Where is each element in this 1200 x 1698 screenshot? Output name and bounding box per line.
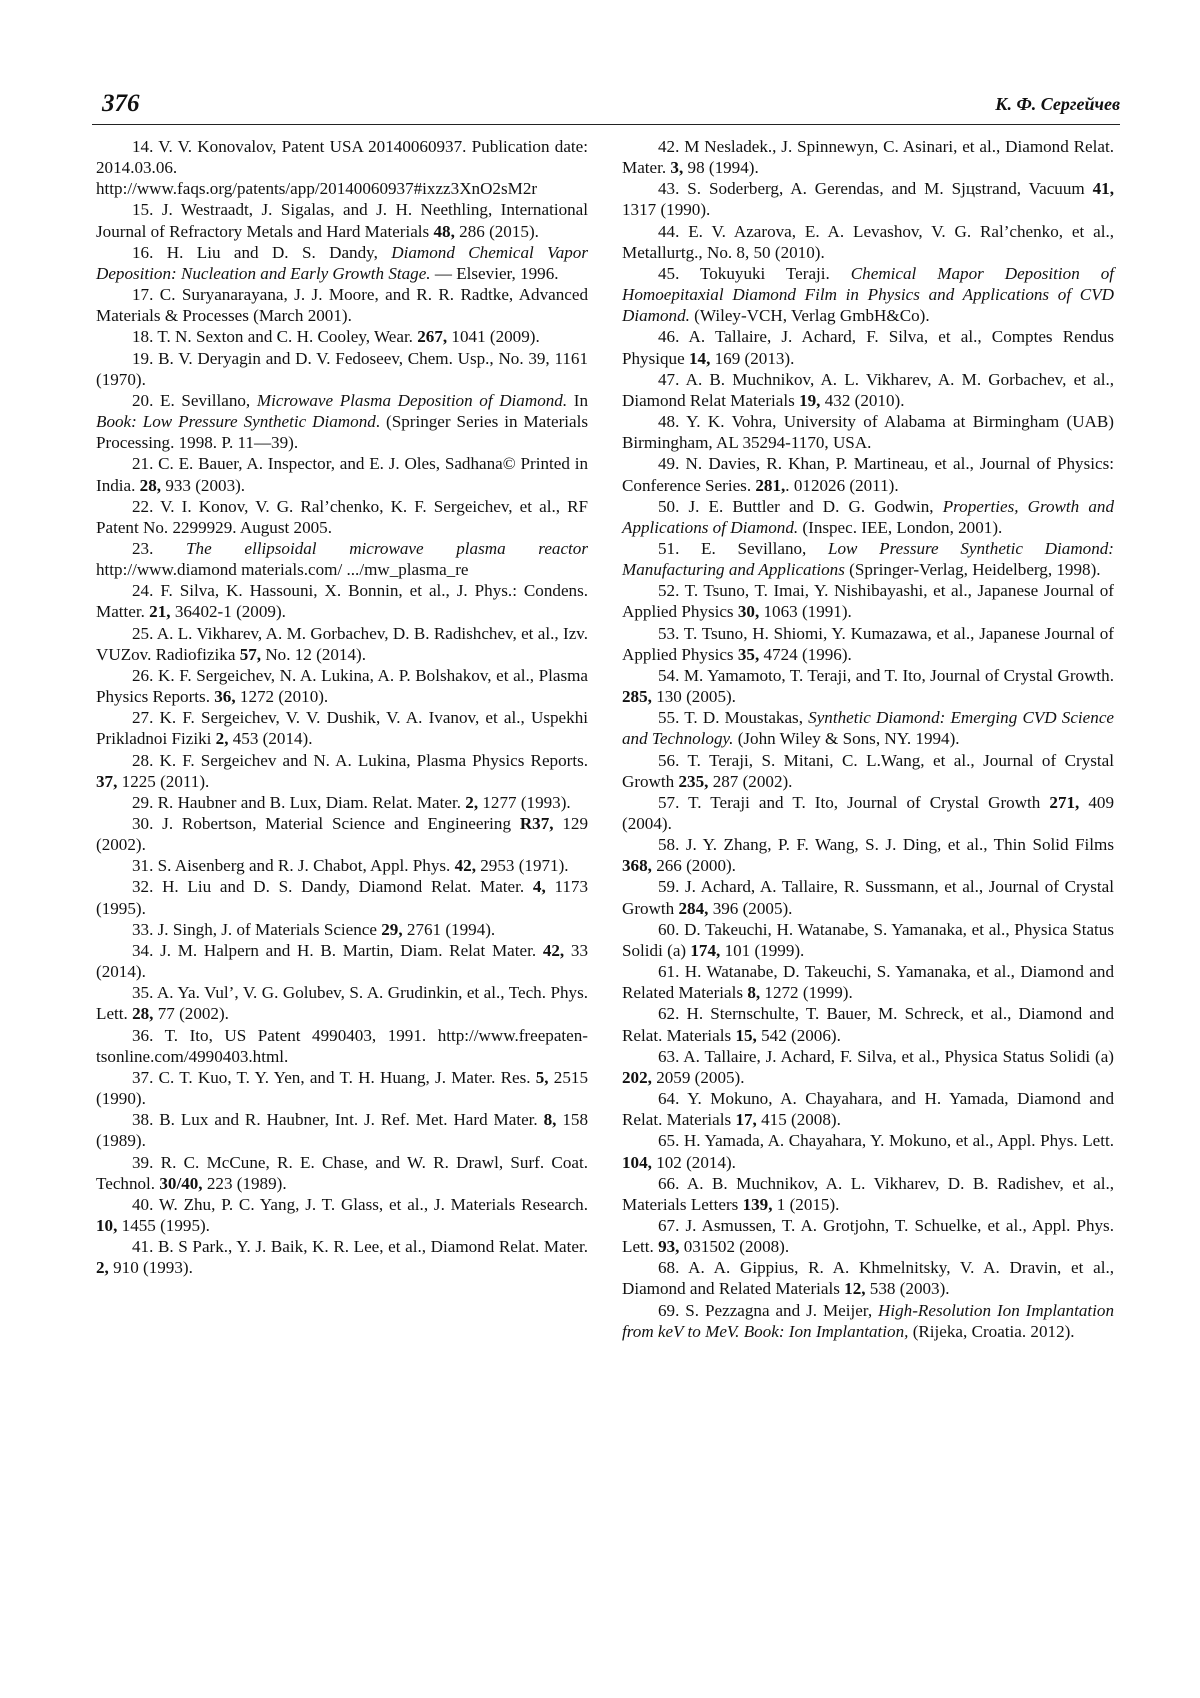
reference-text: 49. N. Davies, R. Khan, P. Martineau, et al., Journal of Physics: Conference Series. [622, 454, 1114, 495]
page-number: 376 [102, 90, 140, 117]
reference-ref-29 [96, 792, 588, 813]
reference-text: 30, [737, 602, 760, 622]
reference-text: Chemical Mapor Deposition of Homoepitaxial Diamond Film in Physics and Applications of CVD Diamond. [622, 263, 1114, 326]
reference-text: 29, [381, 919, 403, 939]
reference-text: 17. C. Suryanarayana, J. J. Moore, and R. R. Radtke, Advanced Materials & Processes (March 2001). [96, 285, 588, 326]
reference-text: 58. J. Y. Zhang, P. F. Wang, S. J. Ding, et al., Thin Solid Films [658, 835, 1114, 855]
reference-text: 40. W. Zhu, P. C. Yang, J. T. Glass, et al., J. Materials Research. [132, 1194, 588, 1214]
reference-text: 14. V. V. Konovalov, Patent USA 20140060937. Publication date: 2014.03.06. http://www.faqs.org/patents/app/20140060937#ixzz3XnO2sM2r [96, 137, 588, 199]
reference-text: 19, [799, 390, 821, 410]
reference-text: 1317 (1990). [622, 200, 711, 220]
reference-text: 285, [622, 687, 652, 707]
reference-ref-15 [96, 199, 588, 241]
reference-text: 55. T. D. Moustakas, [658, 708, 809, 728]
reference-text: In [567, 390, 588, 410]
reference-text: (Rijeka, Croatia. 2012). [908, 1321, 1075, 1341]
reference-ref-27 [96, 707, 588, 749]
reference-ref-58 [622, 834, 1114, 876]
reference-text: (Springer-Verlag, Heidelberg, 1998). [844, 560, 1101, 580]
reference-text: 538 (2003). [865, 1279, 950, 1299]
reference-ref-25 [96, 623, 588, 665]
reference-text: 10, [96, 1215, 118, 1235]
reference-text: Low Pressure Synthetic Diamond: Manufacturing and Applications [622, 538, 1114, 580]
reference-text: 2761 (1994). [402, 919, 496, 939]
reference-ref-21 [96, 453, 588, 495]
reference-text: 63. A. Tallaire, J. Achard, F. Silva, et al., Physica Status Solidi (a) [658, 1046, 1114, 1066]
reference-text: 5, [535, 1067, 549, 1087]
reference-text: 48. Y. K. Vohra, University of Alabama at Birmingham (UAB) Birmingham, AL 35294-1170, USA. [622, 412, 1114, 453]
reference-text: 50. J. E. Buttler and D. G. Godwin, [658, 496, 943, 516]
reference-text: 23. [132, 538, 187, 558]
reference-text: 31. S. Aisenberg and R. J. Chabot, Appl. Phys. [132, 856, 455, 876]
reference-ref-50 [622, 496, 1114, 538]
reference-text: 396 (2005). [708, 898, 793, 918]
reference-text: 67. J. Asmussen, T. A. Grotjohn, T. Schuelke, et al., Appl. Phys. Lett. [622, 1215, 1114, 1257]
header-rule [92, 124, 1120, 125]
reference-text: High-Resolution Ion Implantation from keV to MeV. Book: Ion Implantation, [622, 1300, 1114, 1341]
reference-text: Book: Low Pressure Synthetic Diamond [96, 412, 376, 432]
reference-text: 46. A. Tallaire, J. Achard, F. Silva, et al., Comptes Rendus Physique [622, 327, 1114, 368]
reference-text: 36, [214, 687, 236, 707]
reference-text: 2953 (1971). [475, 856, 569, 876]
reference-ref-23 [96, 538, 588, 580]
reference-ref-28 [96, 750, 588, 792]
reference-text: 59. J. Achard, A. Tallaire, R. Sussmann, et al., Journal of Crystal Growth [622, 877, 1114, 918]
reference-text: 24. F. Silva, K. Hassouni, X. Bonnin, et al., J. Phys.: Condens. Matter. [96, 581, 588, 622]
reference-text: 415 (2008). [756, 1110, 841, 1130]
reference-text: 28, [132, 1004, 154, 1024]
reference-ref-59 [622, 876, 1114, 918]
reference-text: 3, [670, 158, 684, 178]
reference-text: 30. J. Robertson, Material Science and Engineering [132, 814, 520, 833]
reference-text: (John Wiley & Sons, NY. 1994). [733, 729, 960, 749]
reference-text: 1277 (1993). [478, 792, 571, 812]
reference-text: 202, [622, 1067, 652, 1087]
reference-text: 2059 (2005). [651, 1067, 745, 1087]
reference-text: 35, [737, 644, 760, 664]
reference-text: 61. H. Watanabe, D. Takeuchi, S. Yamanaka, et al., Diamond and Related Materials [622, 962, 1114, 1003]
reference-text: 35. A. Ya. Vul’, V. G. Golubev, S. A. Grudinkin, et al., Tech. Phys. Lett. [96, 983, 588, 1024]
reference-text: 44. E. V. Azarova, E. A. Levashov, V. G. Ral’chenko, et al., Metallurtg., No. 8, 50 (2010). [622, 221, 1114, 262]
reference-ref-64 [622, 1088, 1114, 1130]
reference-text: 235, [678, 771, 709, 791]
reference-text: 266 (2000). [651, 856, 736, 876]
reference-text: 28. K. F. Sergeichev and N. A. Lukina, Plasma Physics Reports. [132, 750, 588, 770]
reference-text: 41. B. S Park., Y. J. Baik, K. R. Lee, et al., Diamond Relat. Mater. [132, 1237, 588, 1257]
reference-ref-32 [96, 876, 588, 918]
reference-ref-55 [622, 707, 1114, 749]
reference-ref-60 [622, 919, 1114, 961]
reference-text: 38. B. Lux and R. Haubner, Int. J. Ref. Met. Hard Mater. [132, 1110, 544, 1130]
reference-text: 21, [149, 602, 171, 622]
reference-text: R37, [519, 814, 554, 833]
reference-text: 158 (1989). [96, 1110, 588, 1151]
reference-ref-16 [96, 242, 588, 284]
reference-ref-52 [622, 580, 1114, 622]
reference-text: 17, [735, 1110, 757, 1130]
reference-ref-66 [622, 1173, 1114, 1215]
reference-ref-31 [96, 855, 588, 876]
reference-ref-46 [622, 326, 1114, 368]
reference-ref-44 [622, 221, 1114, 263]
reference-text: 284, [678, 898, 709, 918]
reference-text: 21. C. E. Bauer, A. Inspector, and E. J. Oles, Sadhana© Printed in India. [96, 454, 588, 495]
reference-text: 98 (1994). [683, 158, 759, 178]
reference-ref-33 [96, 919, 588, 940]
reference-text: 18. T. N. Sexton and C. H. Cooley, Wear. [132, 327, 418, 347]
reference-text: 271, [1049, 792, 1080, 812]
reference-text: 77 (2002). [153, 1004, 229, 1024]
reference-text: . 012026 (2011). [785, 475, 899, 495]
reference-text: 37, [96, 771, 118, 791]
reference-text: 51. E. Sevillano, [658, 538, 828, 558]
reference-text: 42. M Nesladek., J. Spinnewyn, C. Asinari, et al., Diamond Relat. Mater. [622, 137, 1114, 178]
reference-ref-40 [96, 1194, 588, 1236]
references-left-column [96, 136, 588, 1278]
reference-text: 93, [658, 1237, 680, 1257]
reference-ref-49 [622, 453, 1114, 495]
reference-text: 54. M. Yamamoto, T. Teraji, and T. Ito, Journal of Crystal Growth. [658, 665, 1114, 685]
reference-text: 30/40, [159, 1173, 203, 1193]
reference-text: 65. H. Yamada, A. Chayahara, Y. Mokuno, et al., Appl. Phys. Lett. [658, 1131, 1114, 1151]
reference-text: 2515 (1990). [96, 1067, 588, 1109]
reference-text: 130 (2005). [651, 687, 736, 707]
reference-text: 1 (2015). [772, 1194, 840, 1214]
page-header [92, 84, 1120, 122]
reference-ref-45 [622, 263, 1114, 326]
reference-text: 15. J. Westraadt, J. Sigalas, and J. H. Neethling, International Journal of Refractory Metals and Hard Materials [96, 200, 588, 241]
reference-text: 43. S. Soderberg, A. Gerendas, and M. Sjцstrand, Vacuum [658, 179, 1093, 199]
reference-text: 2, [215, 729, 229, 749]
reference-text: Synthetic Diamond: Emerging CVD Science and Technology. [622, 708, 1114, 749]
reference-text: 1173 (1995). [96, 877, 588, 918]
reference-text: 281, [755, 475, 786, 495]
reference-text: 223 (1989). [202, 1173, 287, 1193]
reference-text: Diamond Chemical Vapor Deposition: Nucleation and Early Growth Stage. [96, 242, 588, 283]
reference-text: 910 (1993). [108, 1258, 193, 1278]
reference-text: (Wiley-VCH, Verlag GmbH&Co). [689, 306, 930, 326]
reference-ref-18 [96, 326, 588, 347]
reference-text: 47. A. B. Muchnikov, A. L. Vikharev, A. M. Gorbachev, et al., Diamond Relat Materials [622, 369, 1114, 410]
reference-ref-38 [96, 1109, 588, 1151]
reference-ref-26 [96, 665, 588, 707]
reference-ref-56 [622, 750, 1114, 792]
reference-text: 69. S. Pezzagna and J. Meijer, [658, 1300, 879, 1320]
reference-ref-30 [96, 813, 588, 855]
reference-text: 42, [542, 940, 565, 960]
reference-text: 39. R. C. McCune, R. E. Chase, and W. R. Drawl, Surf. Coat. Technol. [96, 1152, 588, 1193]
reference-text: — Elsevier, 1996. [430, 263, 559, 283]
reference-text: 37. C. T. Kuo, T. Y. Yen, and T. H. Huang, J. Mater. Res. [132, 1067, 536, 1087]
reference-text: 101 (1999). [720, 940, 805, 960]
reference-text: http://www.diamond materials.com/ .../mw_plasma_re [96, 560, 469, 580]
reference-ref-34 [96, 940, 588, 982]
reference-text: 53. T. Tsuno, H. Shiomi, Y. Kumazawa, et al., Japanese Journal of Applied Physics [622, 623, 1114, 664]
reference-text: 33. J. Singh, J. of Materials Science [132, 919, 382, 939]
reference-text: 15, [735, 1025, 757, 1045]
reference-text: 432 (2010). [820, 390, 905, 410]
reference-text: 45. Tokuyuki Teraji. [658, 263, 851, 283]
reference-text: 29. R. Haubner and B. Lux, Diam. Relat. Mater. [132, 792, 466, 812]
reference-ref-63 [622, 1046, 1114, 1088]
reference-text: The ellipsoidal microwave plasma reactor [186, 538, 588, 558]
reference-text: 1455 (1995). [117, 1215, 210, 1235]
reference-text: 104, [622, 1152, 652, 1172]
reference-ref-61 [622, 961, 1114, 1003]
reference-text: 4, [532, 877, 546, 897]
reference-text: 56. T. Teraji, S. Mitani, C. L.Wang, et al., Journal of Crystal Growth [622, 750, 1114, 791]
reference-text: 368, [622, 856, 652, 876]
reference-ref-36 [96, 1025, 588, 1067]
reference-text: 34. J. M. Halpern and H. B. Martin, Diam. Relat Mater. [132, 940, 543, 960]
reference-ref-67 [622, 1215, 1114, 1257]
reference-ref-22 [96, 496, 588, 538]
reference-ref-43 [622, 178, 1114, 220]
reference-text: 286 (2015). [454, 221, 539, 241]
reference-ref-68 [622, 1257, 1114, 1299]
reference-text: No. 12 (2014). [261, 644, 366, 664]
reference-text: 8, [747, 983, 761, 1003]
reference-ref-62 [622, 1003, 1114, 1045]
reference-ref-48 [622, 411, 1114, 453]
reference-text: 409 (2004). [622, 792, 1114, 833]
reference-text: 4724 (1996). [759, 644, 852, 664]
reference-text: 32. H. Liu and D. S. Dandy, Diamond Relat. Mater. [132, 877, 533, 897]
reference-text: (Inspec. IEE, London, 2001). [798, 517, 1003, 537]
reference-text: 41, [1092, 179, 1114, 199]
reference-text: 26. K. F. Sergeichev, N. A. Lukina, A. P. Bolshakov, et al., Plasma Physics Reports. [96, 665, 588, 707]
reference-text: 68. A. A. Gippius, R. A. Khmelnitsky, V. A. Dravin, et al., Diamond and Related Materials [622, 1258, 1114, 1299]
reference-text: 20. E. Sevillano, [132, 390, 257, 410]
reference-text: . (Springer Series in Materials Processing. 1998. P. 11—39). [96, 412, 588, 453]
reference-text: 287 (2002). [708, 771, 793, 791]
reference-ref-41 [96, 1236, 588, 1278]
reference-text: 66. A. B. Muchnikov, A. L. Vikharev, D. B. Radishev, et al., Materials Letters [622, 1173, 1114, 1214]
reference-ref-69 [622, 1300, 1114, 1342]
reference-ref-17 [96, 284, 588, 326]
reference-text: 2, [465, 792, 479, 812]
reference-text: 22. V. I. Konov, V. G. Ral’chenko, K. F. Sergeichev, et al., RF Patent No. 2299929. August 2005. [96, 496, 588, 537]
reference-text: 267, [417, 327, 448, 347]
reference-text: 60. D. Takeuchi, H. Watanabe, S. Yamanaka, et al., Physica Status Solidi (a) [622, 919, 1114, 960]
reference-text: 57. T. Teraji and T. Ito, Journal of Crystal Growth [658, 792, 1050, 812]
reference-text: Microwave Plasma Deposition of Diamond. [256, 390, 568, 410]
reference-text: 1063 (1991). [759, 602, 852, 622]
reference-text: 102 (2014). [651, 1152, 736, 1172]
reference-ref-37 [96, 1067, 588, 1109]
reference-ref-54 [622, 665, 1114, 707]
reference-text: 16. H. Liu and D. S. Dandy, [132, 242, 392, 262]
reference-text: 139, [742, 1194, 773, 1214]
reference-text: 169 (2013). [710, 348, 795, 368]
reference-text: 57, [239, 644, 262, 664]
running-head-author: К. Ф. Сергейчев [995, 94, 1120, 114]
reference-ref-39 [96, 1152, 588, 1194]
reference-text: 1272 (2010). [235, 687, 329, 707]
reference-text: 14, [688, 348, 711, 368]
reference-text: 28, [139, 475, 162, 495]
reference-text: 1041 (2009). [447, 327, 540, 347]
reference-text: 129 (2002). [96, 814, 588, 855]
reference-text: 48, [433, 221, 455, 241]
reference-ref-65 [622, 1130, 1114, 1172]
reference-text: Properties, Growth and Applications of Diamond. [622, 496, 1114, 537]
references-right-column [622, 136, 1114, 1342]
reference-text: 33 (2014). [96, 940, 588, 982]
reference-ref-24 [96, 580, 588, 622]
reference-text: 1272 (1999). [760, 983, 853, 1003]
reference-text: 8, [543, 1110, 557, 1130]
reference-text: 2, [96, 1258, 109, 1278]
reference-text: 64. Y. Mokuno, A. Chayahara, and H. Yamada, Diamond and Relat. Materials [622, 1089, 1114, 1130]
reference-text: 174, [690, 940, 721, 960]
reference-text: 62. H. Sternschulte, T. Bauer, M. Schreck, et al., Diamond and Relat. Materials [622, 1004, 1114, 1045]
reference-ref-19 [96, 348, 588, 390]
reference-text: 933 (2003). [161, 475, 246, 495]
reference-text: 36402-1 (2009). [170, 602, 286, 622]
reference-text: 52. T. Tsuno, T. Imai, Y. Nishibayashi, et al., Japanese Journal of Applied Physics [622, 581, 1114, 622]
reference-text: 12, [844, 1279, 866, 1299]
reference-ref-47 [622, 369, 1114, 411]
reference-ref-35 [96, 982, 588, 1024]
reference-ref-51 [622, 538, 1114, 580]
reference-text: 19. B. V. Deryagin and D. V. Fedoseev, Chem. Usp., No. 39, 1161 (1970). [96, 348, 588, 389]
reference-text: 542 (2006). [756, 1025, 841, 1045]
reference-ref-14 [96, 136, 588, 199]
reference-text: 031502 (2008). [679, 1237, 790, 1257]
reference-text: 1225 (2011). [117, 771, 210, 791]
reference-text: 27. K. F. Sergeichev, V. V. Dushik, V. A. Ivanov, et al., Uspekhi Prikladnoi Fiziki [96, 708, 588, 749]
reference-ref-53 [622, 623, 1114, 665]
reference-ref-20 [96, 390, 588, 453]
reference-text: 25. A. L. Vikharev, A. M. Gorbachev, D. B. Radishchev, et al., Izv. VUZov. Radiofizika [96, 623, 588, 664]
reference-ref-42 [622, 136, 1114, 178]
reference-ref-57 [622, 792, 1114, 834]
reference-text: 42, [454, 856, 476, 876]
reference-text: 36. T. Ito, US Patent 4990403, 1991. http://www.freepaten-tsonline.com/4990403.html. [96, 1025, 588, 1066]
reference-text: 453 (2014). [228, 729, 313, 749]
